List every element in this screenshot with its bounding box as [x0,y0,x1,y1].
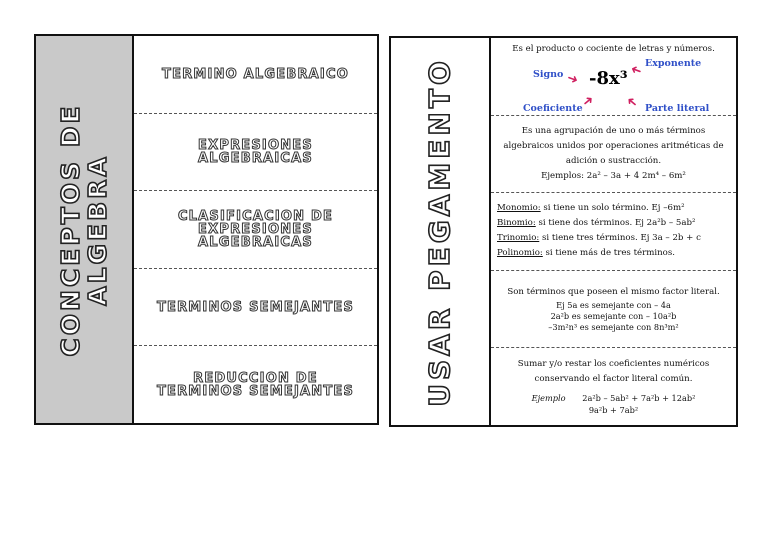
similar-example: 2a²b es semejante con – 10a²b [550,311,677,322]
flap-title-line: TERMINOS SEMEJANTES [156,299,355,315]
classification-item [497,231,730,246]
flap-title-line: TERMINOS SEMEJANTES [156,383,355,399]
definition-line: Son términos que poseen el mismo factor literal. [507,287,720,298]
flap-terminos-semejantes[interactable] [134,269,377,347]
flap-title-line: EXPRESIONES [198,221,313,237]
def-terminos-semejantes [491,271,736,349]
example-expression: 2a²b – 5ab² + 7a²b + 12ab² [582,393,696,404]
classification-text: si tiene un solo término. Ej –6m² [540,203,685,214]
flap-termino-algebraico[interactable] [134,36,377,114]
concepts-spine-title [57,103,111,356]
similar-example: Ej 5a es semejante con – 4a [556,300,671,311]
classification-term: Trinomio: [497,233,540,244]
definitions-rows [491,38,736,425]
def-termino-algebraico [491,38,736,116]
spine-title-line: CONCEPTOS DE [56,102,85,357]
definition-line: Sumar y/o restar los coeficientes numéricos [517,359,710,370]
glue-spine [391,38,491,425]
concepts-flap-panel [34,34,379,425]
concepts-spine [36,36,134,423]
similar-example: –3m²n³ es semejante con 8n³m² [548,322,679,333]
flap-title [172,210,339,249]
def-clasificacion [491,193,736,271]
definition-line: algebraicos unidos por operaciones aritméticas de [503,140,724,151]
flap-title-line: TERMINO ALGEBRAICO [162,66,349,82]
classification-item [497,201,730,216]
classification-term: Monomio: [497,203,541,214]
definitions-panel [389,36,738,427]
flap-title-line: ALGEBRAICAS [198,234,313,250]
glue-spine-title: USAR PEGAMENTO [423,56,456,407]
classification-list [491,199,736,263]
def-reduccion [491,348,736,425]
similar-definition [501,283,725,335]
flap-expresiones-algebraicas[interactable] [134,114,377,192]
term-expression: -8x³ [589,68,628,89]
concepts-rows [134,36,377,423]
reduction-definition [512,355,716,418]
definition-line: Es una agrupación de uno o más términos [521,125,706,136]
classification-text: si tiene tres términos. Ej 3a – 2b + c [539,233,701,244]
flap-clasificacion[interactable] [134,191,377,269]
flap-reduccion[interactable] [134,346,377,423]
example-result: 9a²b + 7ab² [588,405,639,416]
term-diagram [491,38,736,115]
example-label: Ejemplo [531,393,566,404]
classification-item [497,246,730,261]
label-coeficiente: Coeficiente [523,103,583,114]
label-exponente: Exponente [645,58,702,69]
classification-term: Binomio: [497,218,536,229]
reduction-example [518,393,710,405]
flap-title [151,301,360,314]
arrow-right-icon: ➜ [564,70,581,89]
flap-title [156,68,355,81]
label-parte-literal: Parte literal [645,103,710,114]
term-definition: Es el producto o cociente de letras y números. [512,44,715,54]
definition-line: conservando el factor literal común. [534,374,693,385]
expressions-definition [497,122,729,186]
definition-line: adición o sustracción. [565,155,662,166]
arrow-up-right-icon: ➜ [579,92,598,111]
classification-text: si tiene dos términos. Ej 2a²b – 5ab² [535,218,696,229]
arrow-up-left-icon: ➜ [623,92,642,111]
flap-title-line: ALGEBRAICAS [198,150,313,166]
spine-title-line: ALGEBRA [83,153,112,306]
classification-term: Polinomio: [497,248,543,259]
label-signo: Signo [533,69,564,80]
arrow-left-icon: ➜ [628,60,645,79]
def-expresiones-algebraicas [491,116,736,194]
flap-title [192,139,319,165]
flap-title-line: EXPRESIONES [198,137,313,153]
classification-text: si tiene más de tres términos. [542,248,675,259]
flap-title-line: REDUCCION DE [193,370,318,386]
expressions-example: Ejemplos: 2a² – 3a + 4 2m⁴ – 6m² [541,170,686,181]
flap-title [151,372,360,398]
classification-item [497,216,730,231]
flap-title-line: CLASIFICACION DE [177,208,334,224]
